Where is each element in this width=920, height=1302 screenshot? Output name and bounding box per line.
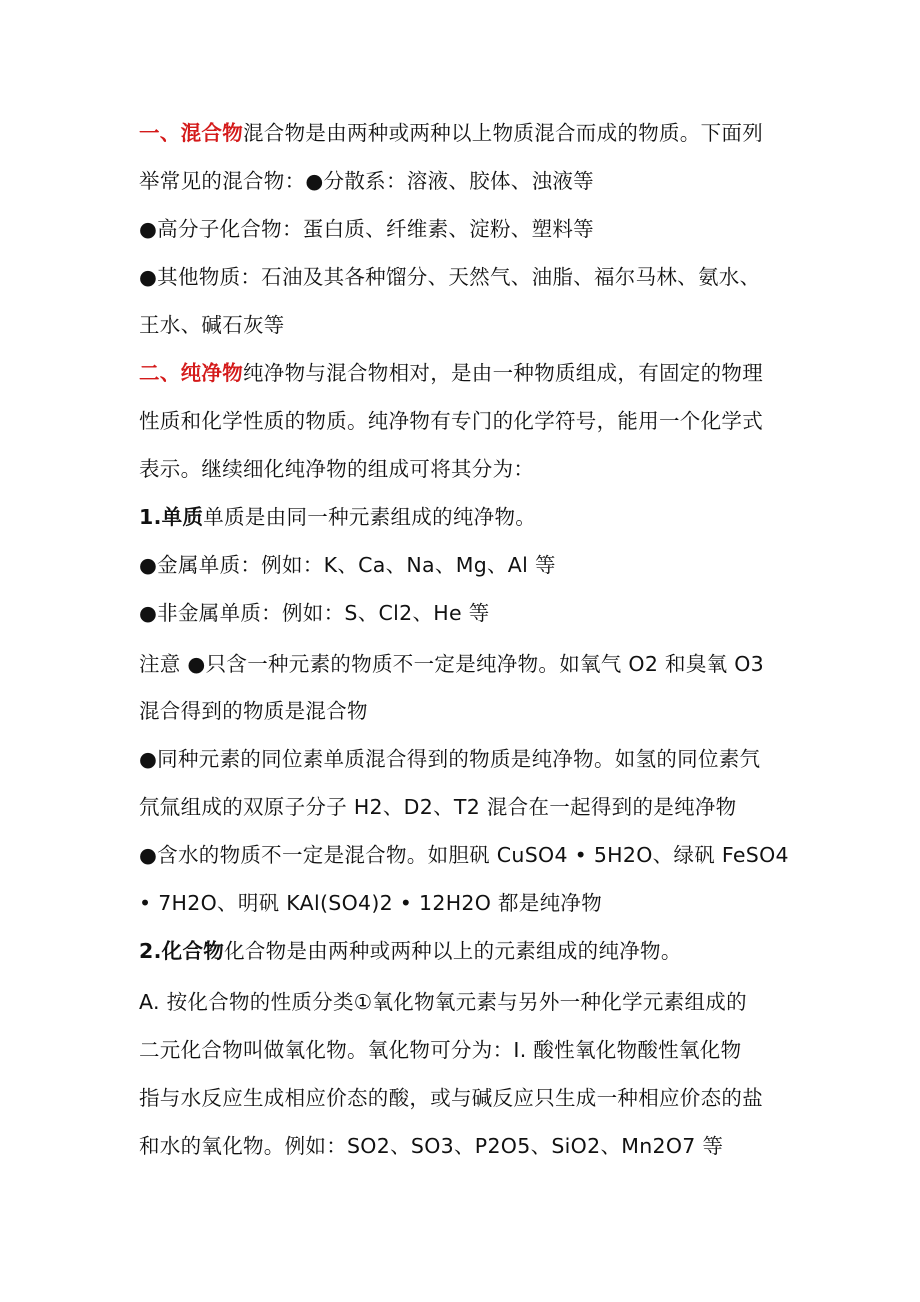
sub1-note4: 氘氚组成的双原子分子 H2、D2、T2 混合在一起得到的是纯净物 — [139, 795, 737, 819]
sub2-line — [139, 937, 789, 965]
sub1-heading: 1.单质 — [139, 505, 204, 529]
sub1-definition: 单质是由同一种元素组成的纯净物。 — [203, 505, 537, 529]
sub2-a4: 和水的氧化物。例如：SO2、SO3、P2O5、SiO2、Mn2O7 等 — [139, 1134, 724, 1158]
section2-intro: 纯净物与混合物相对，是由一种物质组成，有固定的物理 — [243, 361, 763, 385]
section2-line3: 表示。继续细化纯净物的组成可将其分为： — [139, 457, 535, 481]
section2-line2: 性质和化学性质的物质。纯净物有专门的化学符号，能用一个化学式 — [139, 409, 763, 433]
section1-line3: ●高分子化合物：蛋白质、纤维素、淀粉、塑料等 — [139, 217, 594, 241]
sub2-a2: 二元化合物叫做氧化物。氧化物可分为：I. 酸性氧化物酸性氧化物 — [139, 1038, 742, 1062]
section2-heading: 二、纯净物 — [139, 361, 243, 385]
sub1-nonmetal: ●非金属单质：例如：S、Cl2、He 等 — [139, 601, 490, 625]
sub2-a1: A. 按化合物的性质分类①氧化物氧元素与另外一种化学元素组成的 — [139, 990, 747, 1014]
sub1-note3: ●同种元素的同位素单质混合得到的物质是纯净物。如氢的同位素氕 — [139, 747, 761, 771]
sub1-note2: 混合得到的物质是混合物 — [139, 699, 368, 723]
section1-line2: 举常见的混合物：●分散系：溶液、胶体、浊液等 — [139, 169, 594, 193]
sub1-line — [139, 503, 789, 531]
sub1-note5: ●含水的物质不一定是混合物。如胆矾 CuSO4 • 5H2O、绿矾 FeSO4 — [139, 843, 789, 867]
section1-intro: 混合物是由两种或两种以上物质混合而成的物质。下面列 — [243, 121, 763, 145]
section2-line1 — [139, 359, 789, 387]
section1-heading: 一、混合物 — [139, 121, 243, 145]
sub2-heading: 2.化合物 — [139, 939, 225, 963]
sub2-a3: 指与水反应生成相应价态的酸，或与碱反应只生成一种相应价态的盐 — [139, 1086, 763, 1110]
sub1-note6: • 7H2O、明矾 KAl(SO4)2 • 12H2O 都是纯净物 — [139, 891, 603, 915]
section1-line4: ●其他物质：石油及其各种馏分、天然气、油脂、福尔马林、氨水、 — [139, 265, 761, 289]
sub1-metal: ●金属单质：例如：K、Ca、Na、Mg、Al 等 — [139, 553, 556, 577]
sub2-definition: 化合物是由两种或两种以上的元素组成的纯净物。 — [224, 939, 682, 963]
section1-line1 — [139, 119, 789, 147]
section1-line5: 王水、碱石灰等 — [139, 313, 285, 337]
sub1-note1: 注意 ●只含一种元素的物质不一定是纯净物。如氧气 O2 和臭氧 O3 — [139, 652, 765, 676]
